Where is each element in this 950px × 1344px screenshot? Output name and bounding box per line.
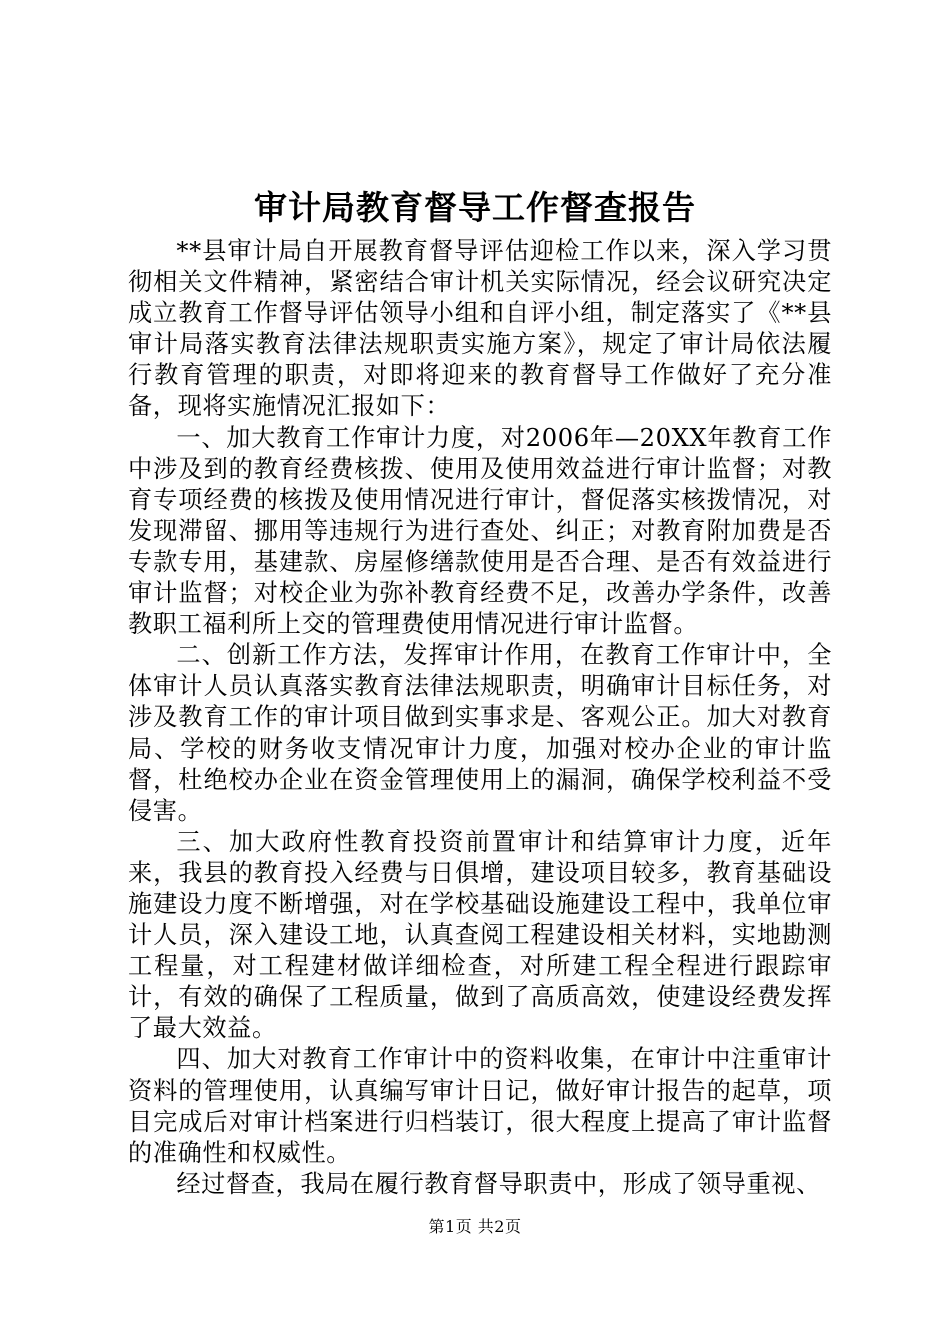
document-title: 审计局教育督导工作督查报告 bbox=[254, 188, 696, 227]
paragraph-summary: 经过督查，我局在履行教育督导职责中，形成了领导重视、 bbox=[176, 1169, 821, 1198]
paragraph-section-2: 二、创新工作方法，发挥审计作用，在教育工作审计中，全体审计人员认真落实教育法律法规职责，明确审计目标任务，对涉及教育工作的审计项目做到实事求是、客观公正。加大对教育局、学校的财务收支情况审计力度，加强对校办企业的审计监督，杜绝校办企业在资金管理使用上的漏洞，确保学校利益不受侵害。 bbox=[128, 641, 832, 825]
page-number-footer: 第1页 共2页 bbox=[428, 1217, 522, 1236]
paragraph-intro: **县审计局自开展教育督导评估迎检工作以来，深入学习贯彻相关文件精神，紧密结合审计机关实际情况，经会议研究决定成立教育工作督导评估领导小组和自评小组，制定落实了《**县审计局落实教育法律法规职责实施方案》，规定了审计局依法履行教育管理的职责，对即将迎来的教育督导工作做好了充分准备，现将实施情况汇报如下： bbox=[128, 237, 832, 421]
paragraph-section-3: 三、加大政府性教育投资前置审计和结算审计力度，近年来，我县的教育投入经费与日俱增，建设项目较多，教育基础设施建设力度不断增强，对在学校基础设施建设工程中，我单位审计人员，深入建设工地，认真查阅工程建设相关材料，实地勘测工程量，对工程建材做详细检查，对所建工程全程进行跟踪审计，有效的确保了工程质量，做到了高质高效，使建设经费发挥了最大效益。 bbox=[128, 827, 832, 1043]
document-body bbox=[128, 236, 832, 1200]
paragraph-section-1: 一、加大教育工作审计力度，对2006年—20XX年教育工作中涉及到的教育经费核拨、使用及使用效益进行审计监督；对教育专项经费的核拨及使用情况进行审计，督促落实核拨情况，对发现滞留、挪用等违规行为进行查处、纠正；对教育附加费是否专款专用，基建款、房屋修缮款使用是否合理、是否有效益进行审计监督；对校企业为弥补教育经费不足，改善办学条件，改善教职工福利所上交的管理费使用情况进行审计监督。 bbox=[128, 423, 832, 639]
paragraph-section-4: 四、加大对教育工作审计中的资料收集，在审计中注重审计资料的管理使用，认真编写审计日记，做好审计报告的起草，项目完成后对审计档案进行归档装订，很大程度上提高了审计监督的准确性和权威性。 bbox=[128, 1045, 832, 1167]
